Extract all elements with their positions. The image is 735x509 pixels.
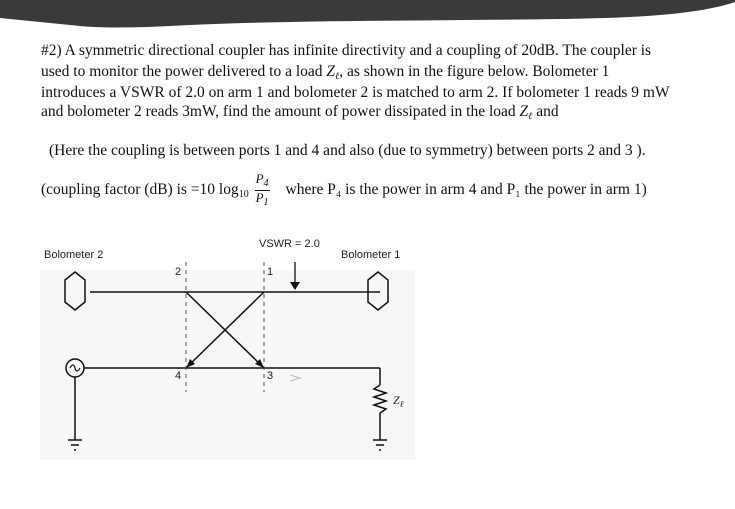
- problem-text-4b: and: [532, 103, 559, 120]
- log-base: 10: [238, 189, 249, 201]
- bolometer-2-label: Bolometer 2: [44, 249, 104, 261]
- problem-text-2a: used to monitor the power delivered to a load: [41, 63, 327, 80]
- frac-numerator: P: [255, 171, 264, 186]
- load-z-sub: ℓ: [399, 399, 404, 409]
- problem-text-6a: (coupling factor (dB) is =10 log: [41, 181, 239, 199]
- port-4-label: 4: [175, 370, 182, 382]
- load-z: Z: [393, 393, 400, 407]
- port-2-label: 2: [175, 266, 182, 278]
- port-1-label: 1: [267, 266, 274, 278]
- frac-numerator-sub: 4: [263, 178, 269, 189]
- frac-denominator: P: [255, 190, 264, 205]
- port-3-label: 3: [267, 370, 274, 382]
- frac-denominator-sub: 1: [263, 197, 269, 208]
- load-symbol-2-sub: ℓ: [528, 111, 533, 122]
- problem-text-5: (Here the coupling is between ports 1 and 4 and also (due to symmetry) between ports 2 and 3 ).: [49, 142, 646, 159]
- vswr-label: VSWR = 2.0: [259, 238, 320, 250]
- bolometer-1-label: Bolometer 1: [341, 249, 401, 261]
- load-symbol-2: Z: [519, 103, 529, 120]
- load-impedance-label: [393, 393, 403, 409]
- problem-text-4a: and bolometer 2 reads 3mW, find the amount of power dissipated in the load: [41, 103, 520, 120]
- problem-text-2b: , as shown in the figure below. Bolometer 1: [339, 63, 610, 80]
- problem-text-3: introduces a VSWR of 2.0 on arm 1 and bolometer 2 is matched to arm 2. If bolometer 1 reads 9 mW: [41, 84, 670, 101]
- load-symbol-sub: ℓ: [335, 71, 340, 82]
- problem-text-6b: where P₄ is the power in arm 4 and P₁ the power in arm 1): [285, 181, 647, 199]
- load-symbol: Z: [326, 63, 336, 80]
- problem-text-1: #2) A symmetric directional coupler has infinite directivity and a coupling of 20dB. The coupler is: [41, 42, 652, 59]
